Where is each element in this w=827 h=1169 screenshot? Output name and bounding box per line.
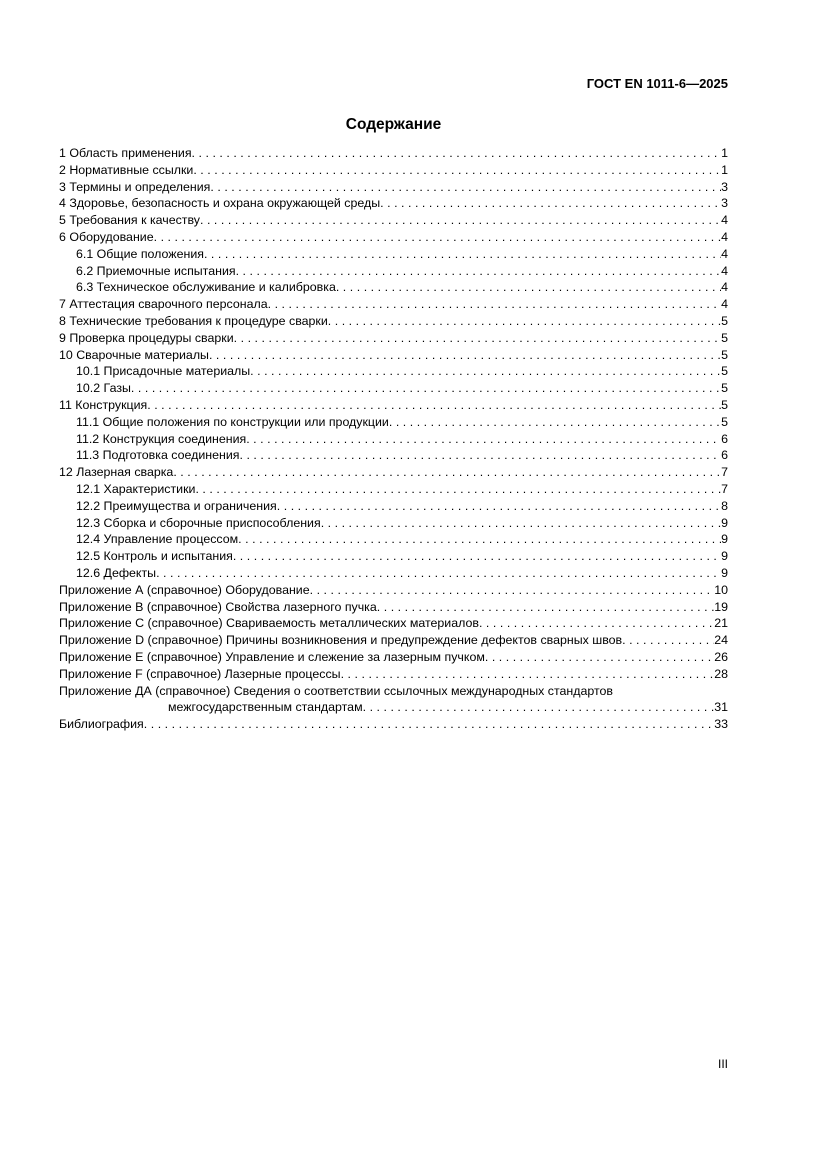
toc-dot-leader [233, 548, 721, 565]
toc-dot-leader [144, 716, 714, 733]
toc-entry-page: 4 [721, 263, 728, 278]
toc-entry[interactable] [59, 296, 728, 313]
toc-entry-label: 12.6 Дефекты [76, 565, 157, 580]
toc-entry-page: 9 [721, 565, 728, 580]
toc-dot-leader [240, 447, 722, 464]
toc-entry-page: 8 [721, 498, 728, 513]
toc-entry-page: 9 [721, 549, 728, 564]
toc-entry-page: 24 [714, 633, 728, 648]
toc-subentry[interactable] [59, 481, 728, 498]
toc-entry-page: 5 [721, 347, 728, 362]
toc-subentry[interactable] [59, 431, 728, 448]
toc-dot-leader [131, 380, 721, 397]
toc-entry-page: 5 [721, 330, 728, 345]
toc-appendix-entry[interactable] [59, 599, 728, 616]
toc-entry[interactable] [59, 464, 728, 481]
toc-dot-leader [363, 699, 715, 716]
toc-entry[interactable] [59, 145, 728, 162]
toc-entry-page: 9 [721, 515, 728, 530]
toc-dot-leader [173, 464, 721, 481]
toc-entry-label: 10.2 Газы [76, 381, 131, 396]
toc-entry-label: 11.1 Общие положения по конструкции или продукции [76, 414, 389, 429]
toc-subentry[interactable] [59, 246, 728, 263]
toc-subentry[interactable] [59, 279, 728, 296]
toc-dot-leader [310, 582, 715, 599]
page-number: III [717, 1057, 728, 1071]
toc-entry-page: 4 [721, 246, 728, 261]
toc-entry-label: 12.5 Контроль и испытания [76, 549, 233, 564]
toc-dot-leader [204, 246, 721, 263]
toc-entry-label: 12.3 Сборка и сборочные приспособления [76, 515, 321, 530]
toc-dot-leader [192, 145, 722, 162]
toc-dot-leader [377, 599, 714, 616]
toc-dot-leader [246, 431, 721, 448]
toc-entry[interactable] [59, 397, 728, 414]
toc-entry-label: 10.1 Присадочные материалы [76, 364, 251, 379]
toc-entry-page: 26 [714, 649, 728, 664]
toc-entry[interactable] [59, 212, 728, 229]
toc-entry-label: Приложение В (справочное) Свойства лазерного пучка [59, 599, 377, 614]
toc-entry-page: 7 [721, 481, 728, 496]
toc-dot-leader [238, 531, 721, 548]
toc-entry-page: 21 [714, 616, 728, 631]
toc-dot-leader [336, 279, 721, 296]
toc-entry[interactable] [59, 162, 728, 179]
toc-subentry[interactable] [59, 447, 728, 464]
toc-subentry[interactable] [59, 414, 728, 431]
toc-entry-page: 33 [714, 717, 728, 732]
toc-dot-leader [380, 195, 721, 212]
toc-dot-leader [193, 162, 721, 179]
toc-dot-leader [250, 363, 721, 380]
toc-entry-label: 12.2 Преимущества и ограничения [76, 498, 277, 513]
toc-entry-page: 10 [714, 582, 728, 597]
toc-entry[interactable] [59, 330, 728, 347]
toc-dot-leader [236, 263, 722, 280]
toc-entry-page: 4 [721, 297, 728, 312]
toc-entry-label: Приложение D (справочное) Причины возникновения и предупреждение дефектов сварных швов [59, 633, 623, 648]
toc-entry-label: 4 Здоровье, безопасность и охрана окружающей среды [59, 196, 381, 211]
toc-subentry[interactable] [59, 548, 728, 565]
toc-appendix-entry[interactable] [59, 683, 728, 700]
toc-entry-page: 4 [721, 229, 728, 244]
toc-dot-leader [209, 347, 721, 364]
toc-entry-label: 6.3 Техническое обслуживание и калибровка [76, 280, 336, 295]
toc-entry-page: 5 [721, 381, 728, 396]
toc-entry-page: 5 [721, 313, 728, 328]
toc-dot-leader [156, 565, 721, 582]
toc-subentry[interactable] [59, 380, 728, 397]
toc-entry-page: 1 [721, 146, 728, 160]
toc-dot-leader [268, 296, 721, 313]
toc-appendix-entry[interactable] [59, 582, 728, 599]
toc-entry-label: 1 Область применения [59, 146, 192, 160]
toc-entry[interactable] [59, 347, 728, 364]
toc-entry-label: 7 Аттестация сварочного персонала [59, 297, 268, 312]
toc-entry-page: 9 [721, 532, 728, 547]
toc-dot-leader [277, 498, 721, 515]
toc-entry-page: 4 [721, 213, 728, 228]
toc-entry-page: 28 [714, 666, 728, 681]
toc-entry-label: 11 Конструкция [59, 397, 148, 412]
toc-entry-label: Приложение Е (справочное) Управление и слежение за лазерным пучком [59, 649, 485, 664]
toc-entry-page: 19 [714, 599, 728, 614]
toc-entry-label: межгосударственным стандартам [168, 700, 363, 715]
toc-entry-page: 4 [721, 280, 728, 295]
toc-entry-label: Приложение С (справочное) Свариваемость металлических материалов [59, 616, 479, 631]
toc-dot-leader [389, 414, 721, 431]
toc-appendix-entry[interactable] [59, 649, 728, 666]
toc-appendix-entry[interactable] [59, 632, 728, 649]
toc-entry-label: 12.4 Управление процессом [76, 532, 239, 547]
toc-entry-label: 8 Технические требования к процедуре сварки [59, 313, 328, 328]
toc-entry[interactable] [59, 313, 728, 330]
toc-entry-label: 6.2 Приемочные испытания [76, 263, 236, 278]
toc-entry-page: 5 [721, 414, 728, 429]
toc-entry-label: Приложение ДА (справочное) Сведения о соответствии ссылочных международных стандартов [59, 683, 614, 698]
table-of-contents [59, 145, 728, 733]
toc-entry-label: 12.1 Характеристики [76, 481, 196, 496]
toc-entry-page: 5 [721, 364, 728, 379]
toc-entry-label: 12 Лазерная сварка [59, 465, 174, 480]
toc-dot-leader [485, 649, 714, 666]
toc-entry-page: 1 [721, 162, 728, 177]
toc-entry-label: 3 Термины и определения [59, 179, 211, 194]
toc-appendix-entry-continuation[interactable] [59, 699, 728, 716]
toc-dot-leader [147, 397, 721, 414]
toc-entry-page: 6 [721, 431, 728, 446]
toc-subentry[interactable] [59, 565, 728, 582]
toc-entry-label: 5 Требования к качеству [59, 213, 200, 228]
document-code: ГОСТ EN 1011-6—2025 [586, 76, 728, 91]
toc-appendix-entry[interactable] [59, 666, 728, 683]
toc-entry[interactable] [59, 716, 728, 733]
toc-subentry[interactable] [59, 515, 728, 532]
toc-entry[interactable] [59, 195, 728, 212]
toc-subentry[interactable] [59, 263, 728, 280]
toc-dot-leader [321, 515, 721, 532]
toc-entry-page: 5 [721, 397, 728, 412]
toc-entry[interactable] [59, 179, 728, 196]
toc-entry-page: 31 [714, 700, 728, 715]
toc-entry-label: 2 Нормативные ссылки [59, 162, 194, 177]
toc-entry-label: 11.2 Конструкция соединения [76, 431, 247, 446]
toc-dot-leader [341, 666, 715, 683]
toc-entry-page: 7 [721, 465, 728, 480]
toc-entry-label: 11.3 Подготовка соединения [76, 448, 240, 463]
toc-entry-label: Приложение F (справочное) Лазерные процессы [59, 666, 341, 681]
toc-entry-page: 3 [721, 179, 728, 194]
toc-subentry[interactable] [59, 363, 728, 380]
toc-entry[interactable] [59, 229, 728, 246]
toc-subentry[interactable] [59, 498, 728, 515]
toc-entry-page: 6 [721, 448, 728, 463]
toc-dot-leader [210, 179, 721, 196]
toc-dot-leader [154, 229, 721, 246]
toc-title: Содержание [345, 116, 442, 133]
toc-dot-leader [234, 330, 721, 347]
toc-entry-label: 6.1 Общие положения [76, 246, 204, 261]
toc-subentry[interactable] [59, 531, 728, 548]
toc-dot-leader [479, 615, 714, 632]
toc-entry-label: Библиография [59, 717, 144, 732]
toc-entry-page: 3 [721, 196, 728, 211]
toc-appendix-entry[interactable] [59, 615, 728, 632]
toc-dot-leader [195, 481, 721, 498]
toc-dot-leader [328, 313, 721, 330]
toc-entry-label: Приложение А (справочное) Оборудование [59, 582, 310, 597]
toc-entry-label: 9 Проверка процедуры сварки [59, 330, 234, 345]
toc-dot-leader [200, 212, 721, 229]
toc-dot-leader [622, 632, 714, 649]
toc-entry-label: 10 Сварочные материалы [59, 347, 209, 362]
toc-entry-label: 6 Оборудование [59, 229, 154, 244]
